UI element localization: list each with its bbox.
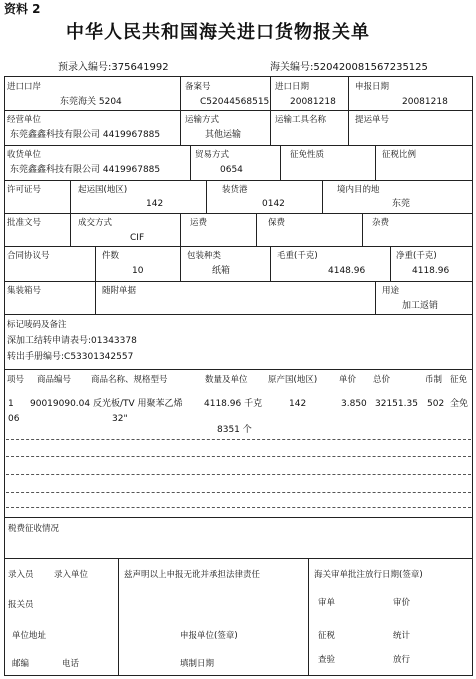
goods-qty-line-2: 8351 个: [217, 425, 252, 435]
col-divider: [270, 76, 271, 145]
col-currency: 币制: [425, 375, 443, 385]
customs-approval-label: 海关审单批注放行日期(签章): [314, 570, 423, 580]
destination-label: 境内目的地: [337, 185, 380, 195]
attached-docs-label: 随附单据: [102, 286, 137, 296]
transport-tool-label: 运输工具名称: [275, 115, 327, 125]
col-item-no: 项号: [7, 375, 25, 385]
fill-date-label: 填制日期: [180, 659, 215, 669]
row-divider: [4, 558, 473, 559]
col-divider: [308, 558, 309, 676]
goods-qty-line-1: 4118.96 千克: [204, 399, 263, 409]
col-goods-code: 商品编号: [37, 375, 72, 385]
goods-exemption: 全免: [450, 399, 469, 409]
goods-code: 90019090.04: [30, 399, 91, 409]
goods-item-no-sub: 06: [8, 414, 20, 424]
goods-row-divider: [6, 439, 471, 440]
appendix-label: 资料 2: [4, 2, 41, 16]
declarant-label: 报关员: [8, 600, 34, 610]
import-port-label: 进口口岸: [7, 82, 42, 92]
usage-value: 加工返销: [402, 301, 439, 311]
operator-value: 东莞鑫鑫科技有限公司 4419967885: [10, 130, 161, 140]
row-divider: [4, 213, 473, 214]
contract-no-label: 合同协议号: [7, 251, 50, 261]
col-divider: [375, 145, 376, 180]
marks-label: 标记唛码及备注: [7, 320, 67, 330]
declare-date-label: 申报日期: [355, 82, 390, 92]
goods-row-divider: [6, 492, 471, 493]
declaration-text: 兹声明以上申报无讹并承担法律责任: [124, 570, 261, 580]
col-origin: 原产国(地区): [268, 375, 318, 385]
row-divider: [4, 246, 473, 247]
col-divider: [180, 213, 181, 246]
loading-port-label: 装货港: [222, 185, 248, 195]
col-divider: [70, 180, 71, 246]
col-qty-unit: 数量及单位: [205, 375, 248, 385]
goods-unit-price: 3.850: [341, 399, 367, 409]
entry-person-label: 录入员: [8, 570, 34, 580]
packages-label: 件数: [102, 251, 120, 261]
col-divider: [375, 281, 376, 314]
review-label: 审单: [318, 598, 336, 608]
tax-ratio-label: 征税比例: [382, 150, 417, 160]
col-unit-price: 单价: [339, 375, 357, 385]
goods-name-line-2: 32": [112, 414, 128, 424]
col-total-price: 总价: [373, 375, 391, 385]
col-divider: [270, 246, 271, 281]
pre-record-number: 预录入编号:375641992: [58, 62, 169, 73]
declaring-unit-label: 申报单位(签章): [180, 631, 238, 641]
import-date-value: 20081218: [290, 97, 336, 107]
col-divider: [180, 246, 181, 281]
form-title: 中华人民共和国海关进口货物报关单: [66, 22, 370, 43]
loading-port-value: 0142: [262, 199, 285, 209]
pricing-label: 审价: [393, 598, 411, 608]
row-divider: [4, 314, 473, 315]
row-divider: [4, 369, 473, 370]
insurance-label: 保费: [268, 218, 286, 228]
trade-mode-value: 0654: [220, 165, 243, 175]
goods-name-line-1: 反光板/TV 用聚苯乙烯: [93, 399, 183, 409]
origin-country-value: 142: [146, 199, 164, 209]
approval-no-label: 批准文号: [7, 218, 42, 228]
freight-label: 运费: [190, 218, 208, 228]
goods-row-divider: [6, 507, 471, 508]
exemption-nature-label: 征免性质: [290, 150, 325, 160]
col-name-spec: 商品名称、规格型号: [91, 375, 168, 385]
col-divider: [118, 558, 119, 676]
consignee-label: 收货单位: [7, 150, 42, 160]
marks-line-2: 转出手册编号:C53301342557: [7, 352, 134, 362]
phone-label: 电话: [62, 659, 80, 669]
col-divider: [322, 180, 323, 213]
net-weight-value: 4118.96: [412, 266, 450, 276]
transport-mode-label: 运输方式: [185, 115, 220, 125]
deal-mode-value: CIF: [130, 233, 145, 243]
gross-weight-label: 毛重(千克): [277, 251, 318, 261]
row-divider: [4, 110, 473, 111]
net-weight-label: 净重(千克): [396, 251, 437, 261]
col-divider: [362, 213, 363, 246]
col-divider: [180, 76, 181, 145]
col-divider: [190, 145, 191, 180]
inspection-label: 查验: [318, 655, 336, 665]
postcode-label: 邮编: [12, 659, 30, 669]
usage-label: 用途: [382, 286, 400, 296]
gross-weight-value: 4148.96: [328, 266, 366, 276]
col-divider: [280, 145, 281, 180]
deal-mode-label: 成交方式: [78, 218, 113, 228]
tax-label: 征税: [318, 631, 336, 641]
destination-value: 东莞: [392, 199, 411, 209]
transport-mode-value: 其他运输: [205, 130, 242, 140]
marks-line-1: 深加工结转申请表号:01343378: [7, 336, 137, 346]
container-no-label: 集装箱号: [7, 286, 42, 296]
col-divider: [95, 246, 96, 314]
tax-status-label: 税费征收情况: [8, 524, 60, 534]
declare-date-value: 20081218: [402, 97, 448, 107]
customs-number: 海关编号:520420081567235125: [270, 62, 428, 73]
license-no-label: 许可证号: [7, 185, 42, 195]
package-type-value: 纸箱: [212, 266, 231, 276]
operator-label: 经营单位: [7, 115, 42, 125]
release-label: 放行: [393, 655, 411, 665]
col-divider: [390, 246, 391, 281]
col-divider: [256, 213, 257, 246]
bill-no-label: 提运单号: [355, 115, 390, 125]
goods-row-divider: [6, 474, 471, 475]
package-type-label: 包装种类: [187, 251, 222, 261]
col-exemption: 征免: [450, 375, 468, 385]
row-divider: [4, 517, 473, 518]
entry-unit-label: 录入单位: [54, 570, 89, 580]
goods-row-divider: [6, 456, 471, 457]
import-date-label: 进口日期: [275, 82, 310, 92]
row-divider: [4, 281, 473, 282]
misc-fee-label: 杂费: [372, 218, 390, 228]
record-no-label: 备案号: [185, 82, 211, 92]
packages-value: 10: [132, 266, 144, 276]
row-divider: [4, 145, 473, 146]
goods-total-price: 32151.35: [375, 399, 418, 409]
col-divider: [348, 76, 349, 145]
record-no-value: C52044568515: [200, 97, 270, 107]
unit-address-label: 单位地址: [12, 631, 47, 641]
goods-origin: 142: [289, 399, 307, 409]
statistics-label: 统计: [393, 631, 411, 641]
consignee-value: 东莞鑫鑫科技有限公司 4419967885: [10, 165, 161, 175]
col-divider: [206, 180, 207, 213]
goods-currency: 502: [427, 399, 445, 409]
goods-item-no: 1: [8, 399, 14, 409]
import-port-value: 东莞海关 5204: [60, 97, 122, 107]
trade-mode-label: 贸易方式: [195, 150, 230, 160]
row-divider: [4, 180, 473, 181]
origin-country-label: 起运国(地区): [78, 185, 128, 195]
